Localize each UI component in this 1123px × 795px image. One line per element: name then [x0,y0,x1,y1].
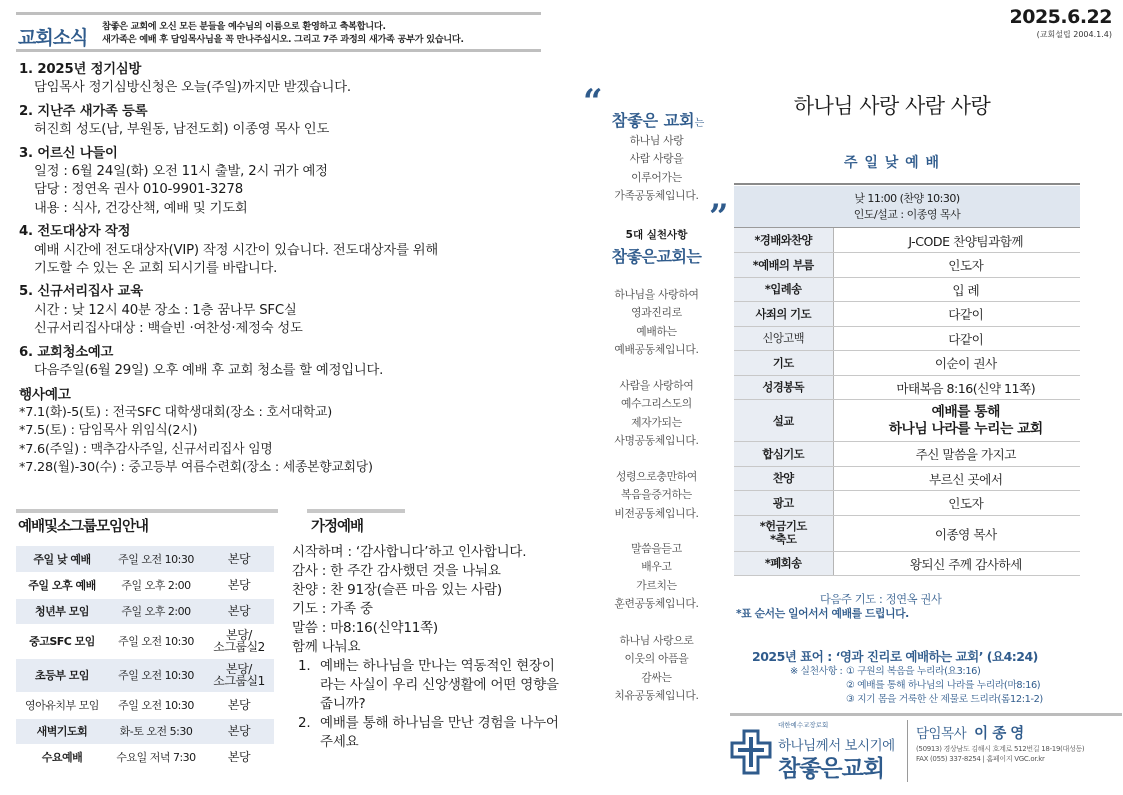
order-item-value: 이종영 목사 [833,515,1080,551]
order-item-value: 이순이 권사 [833,351,1080,376]
practice-line: 감싸는 [641,670,672,684]
order-item-value: 다같이 [833,302,1080,327]
close-quote-icon: ” [709,197,729,237]
order-of-worship [734,228,1080,576]
church-motto-title [598,108,718,131]
practice-line: 예수그리스도의 [621,397,692,411]
family-question [292,657,564,714]
table-row [734,302,1080,327]
five-practices-title: 참좋은교회는 [611,247,702,266]
family-worship-rule [307,509,405,513]
table-row [16,624,274,658]
footer-divider [907,720,908,782]
news-item-line: 허진희 성도(남, 부원동, 남전도회) 이종영 목사 인도 [34,122,330,138]
news-item [19,223,559,278]
practice-line: 훈련공동체입니다. [614,596,699,610]
table-row [16,598,274,624]
practice-group [594,377,719,450]
practice-line: 성령으로충만하여 [615,470,698,483]
event-line: *7.1(화)-5(토) : 전국SFC 대학생대회(장소 : 호서대학교) [19,404,333,420]
gathering-time: 주일 오전 10:30 [108,546,204,572]
church-intro [594,132,719,205]
bulletin-headline: 하나님 사랑 사람 사랑 [793,94,991,118]
practice-line: 배우고 [641,560,672,574]
footer-rule [730,713,1122,716]
gathering-time: 주일 오후 2:00 [108,598,204,624]
gathering-name: 수요예배 [16,744,108,770]
church-intro-line: 사람 사랑을 [629,152,684,166]
event-line: *7.5(토) : 담임목사 위임식(2시) [19,423,198,439]
gathering-place: 본당 [204,572,274,598]
table-row [734,253,1080,278]
news-item-line: 내용 : 식사, 건강산책, 예배 및 기도회 [34,200,248,216]
news-header [16,12,541,52]
order-item-name: 합심기도 [734,442,833,467]
news-item-line: 신규서리집사대상 : 백슬빈 ·여찬성·제정숙 성도 [34,321,303,337]
table-row [16,718,274,744]
order-item-name: *폐회송 [734,551,833,576]
service-time: 낮 11:00 (찬양 10:30) [854,192,960,205]
church-intro-line: 가족공동체입니다. [614,188,699,202]
gathering-time: 주일 오전 10:30 [108,624,204,658]
order-item-name: 신앙고백 [734,326,833,351]
table-row [734,515,1080,551]
news-item-title: 4. 전도대상자 작정 [19,224,131,240]
news-item [19,283,559,338]
gatherings-table [16,546,274,771]
motto-practices [790,665,1043,706]
family-worship-line: 시작하며 : ‘감사합니다’하고 인사합니다. [292,544,527,560]
practice-line: 영과진리로 [631,306,682,320]
senior-pastor [916,722,1024,743]
gathering-place: 본당/ 소그룹실2 [204,624,274,658]
church-name: 참좋은교회 [778,756,885,782]
order-item-value: 인도자 [833,253,1080,278]
practice-item: ③ 지기 몸을 거룩한 산 제물로 드리라(롬12:1-2) [846,693,1043,705]
standing-note: *표 순서는 일어서서 예배를 드립니다. [736,607,909,620]
practice-line: 하나님을 사랑하여 [614,288,699,301]
family-worship-line: 말씀 : 마8:16(신약11쪽) [292,620,439,636]
order-item-name: 광고 [734,491,833,516]
news-item-title: 3. 어르신 나들이 [19,145,118,161]
question-text: 예배를 통해 하나님을 만난 경험을 나누어 주세요 [320,715,559,750]
practice-line: 예배공동체입니다. [614,342,699,356]
news-item-title: 6. 교회청소예고 [19,344,114,360]
practice-row [790,679,1043,693]
church-intro-line: 이루어가는 [631,170,682,184]
pastor-name: 이 종 영 [974,726,1024,742]
news-item [19,61,559,98]
sermon-title: 예배를 통해 하나님 나라를 누리는 교회 [888,403,1043,437]
order-item-value: 입 례 [833,277,1080,302]
table-row [734,228,1080,253]
practice-group [594,540,719,613]
practice-item: ② 예배를 통해 하나님의 나라를 누리라(마8:16) [846,679,1041,691]
events-title: 행사예고 [19,386,71,403]
news-item-line: 일정 : 6월 24일(화) 오전 11시 출발, 2시 귀가 예정 [34,164,328,180]
news-item-title: 1. 2025년 정기심방 [19,62,142,77]
pastor-label: 담임목사 [916,726,967,742]
service-leader: 인도/설교 : 이종영 목사 [853,208,961,221]
news-intro-line: 새가족은 예배 후 담임목사님을 꼭 만나주십시오. 그리고 7주 과정의 새가족 공부가 있습니다. [102,34,464,45]
gathering-place: 본당 [204,692,274,718]
table-row [16,744,274,770]
table-row [734,277,1080,302]
service-time-box [734,186,1080,228]
news-item-line: 담당 : 정연옥 권사 010-9901-3278 [34,182,243,198]
news-intro [102,20,464,46]
practice-group [594,468,719,523]
gathering-place: 본당 [204,598,274,624]
table-row [734,466,1080,491]
gathering-time: 주일 오전 10:30 [108,658,204,692]
established-date: (교회설립 2004.1.4) [1036,30,1112,39]
news-item [19,145,559,219]
open-quote-icon: “ [583,82,603,122]
gathering-time: 주일 오전 10:30 [108,692,204,718]
news-item [19,103,559,140]
news-item-line: 기도할 수 있는 온 교회 되시기를 바랍니다. [34,261,278,277]
family-worship-line: 함께 나눠요 [292,639,361,655]
practice-group [594,286,719,359]
practice-line: 비전공동체입니다. [614,506,699,520]
denomination-label: 대한예수교장로회 [778,721,829,729]
gathering-place: 본당 [204,546,274,572]
order-item-value: J-CODE 찬양팀과함께 [833,228,1080,253]
question-number: 2. [298,715,311,731]
table-row [734,442,1080,467]
gathering-place: 본당/ 소그룹실1 [204,658,274,692]
table-row [16,572,274,598]
yearly-motto: 2025년 표어 : ‘영과 진리로 예배하는 교회’ (요4:24) [752,649,1038,664]
practice-line: 하나님 사랑으로 [619,634,694,647]
service-rule [734,183,1080,185]
order-item-name: 설교 [734,400,833,442]
practice-line: 말씀을듣고 [631,542,682,555]
practice-row [790,665,1043,679]
table-row [734,400,1080,442]
gathering-time: 주일 오후 2:00 [108,572,204,598]
practice-group [594,632,719,705]
gathering-name: 초등부 모임 [16,658,108,692]
church-motto-name: 참좋은 교회 [611,111,695,130]
five-practices-sub: 5대 실천사항 [625,229,688,241]
gathering-name: 영아유치부 모임 [16,692,108,718]
news-item-title: 2. 지난주 새가족 등록 [19,103,148,119]
church-motto-particle: 는 [694,118,705,129]
gathering-name: 새벽기도회 [16,718,108,744]
news-item-line: 다음주일(6월 29일) 오후 예배 후 교회 청소를 할 예정입니다. [34,363,384,379]
practice-line: 예배하는 [636,324,677,338]
church-intro-line: 하나님 사랑 [629,134,684,147]
event-line: *7.6(주일) : 맥추감사주일, 신규서리집사 임명 [19,441,273,457]
gathering-name: 주일 낮 예배 [16,546,108,572]
news-item-line: 시간 : 낮 12시 40분 장소 : 1층 꿈나무 SFC실 [34,302,297,318]
order-item-name: *입례송 [734,277,833,302]
gathering-name: 주일 오후 예배 [16,572,108,598]
gathering-time: 화-토 오전 5:30 [108,718,204,744]
five-practices-heading [594,227,719,267]
table-row [734,351,1080,376]
order-item-value: 다같이 [833,326,1080,351]
practice-line: 사람을 사랑하여 [619,379,694,392]
bulletin-date: 2025.6.22 [1009,6,1112,28]
family-worship-line: 찬양 : 찬 91장(슬픈 마음 있는 사람) [292,582,502,598]
table-row [734,491,1080,516]
news-intro-line: 참좋은 교회에 오신 모든 분들을 예수님의 이름으로 환영하고 축복합니다. [102,21,386,32]
order-item-name: *헌금기도 *축도 [759,520,807,546]
question-number: 1. [298,658,311,674]
family-question [292,714,564,752]
contact-line: FAX (055) 337-8254 | 홈페이지 VGC.or.kr [916,755,1045,763]
news-body [19,61,559,478]
gathering-time: 수요일 저녁 7:30 [108,744,204,770]
practice-line: 가르치는 [636,578,677,592]
order-item-value: 주신 말씀을 가지고 [833,442,1080,467]
table-row [734,375,1080,400]
order-item-value: 부르신 곳에서 [833,466,1080,491]
order-item-name: 찬양 [734,466,833,491]
order-item-value: 마태복음 8:16(신약 11쪽) [833,375,1080,400]
news-item [19,344,559,381]
practice-line: 제자가되는 [631,415,682,429]
church-tagline: 하나님께서 보시기에 [778,738,895,754]
order-item-value: 왕되신 주께 감사하세 [833,551,1080,576]
table-row [734,551,1080,576]
gathering-place: 본당 [204,744,274,770]
gatherings-title: 예배및소그룹모임안내 [18,519,149,535]
news-item-title: 5. 신규서리집사 교육 [19,284,143,300]
family-worship-title: 가정예배 [311,519,364,535]
practice-line: 치유공동체입니다. [614,688,699,702]
order-item-name: *경배와찬양 [734,228,833,253]
church-cross-logo-icon [730,729,772,775]
church-address [916,744,1084,764]
service-title: 주 일 낮 예 배 [843,155,941,171]
gathering-name: 청년부 모임 [16,598,108,624]
news-title: 교회소식 [18,27,88,49]
family-worship-line: 감사 : 한 주간 감사했던 것을 나눠요 [292,563,501,579]
practice-line: 사명공동체입니다. [614,433,699,447]
news-item-line: 예배 시간에 전도대상자(VIP) 작정 시간이 있습니다. 전도대상자를 위해 [34,242,439,258]
order-item-name: 기도 [734,351,833,376]
table-row [734,326,1080,351]
next-week-prayer: 다음주 기도 : 정연옥 권사 [820,593,942,606]
order-item-value: 인도자 [833,491,1080,516]
address-line: (50913) 경상남도 김해시 호계로 512번길 18-19(대성동) [916,745,1085,753]
gatherings-rule [16,509,278,513]
family-worship-line: 기도 : 가족 중 [292,601,373,617]
news-item-line: 담임목사 정기심방신청은 오늘(주일)까지만 받겠습니다. [34,80,351,96]
family-worship-body [292,543,564,752]
practice-label: ※ 실천사항 : [790,666,843,677]
order-item-name: *예배의 부름 [734,253,833,278]
practice-item: ① 구원의 복음을 누리라(요3:16) [846,666,981,677]
order-item-name: 성경봉독 [734,375,833,400]
question-text: 예배는 하나님을 만나는 역동적인 현장이라는 사실이 우리 신앙생활에 어떤 영향을 줍니까? [320,658,559,712]
gathering-name: 중고SFC 모임 [16,624,108,658]
table-row [16,546,274,572]
practice-line: 복음을증거하는 [621,488,692,502]
order-item-name: 사죄의 기도 [734,302,833,327]
practice-line: 이웃의 아픔을 [624,652,689,666]
event-line: *7.28(월)-30(수) : 중고등부 여름수련회(장소 : 세종본향교회당) [19,460,373,476]
table-row [16,692,274,718]
gathering-place: 본당 [204,718,274,744]
practice-row [790,693,1043,707]
table-row [16,658,274,692]
